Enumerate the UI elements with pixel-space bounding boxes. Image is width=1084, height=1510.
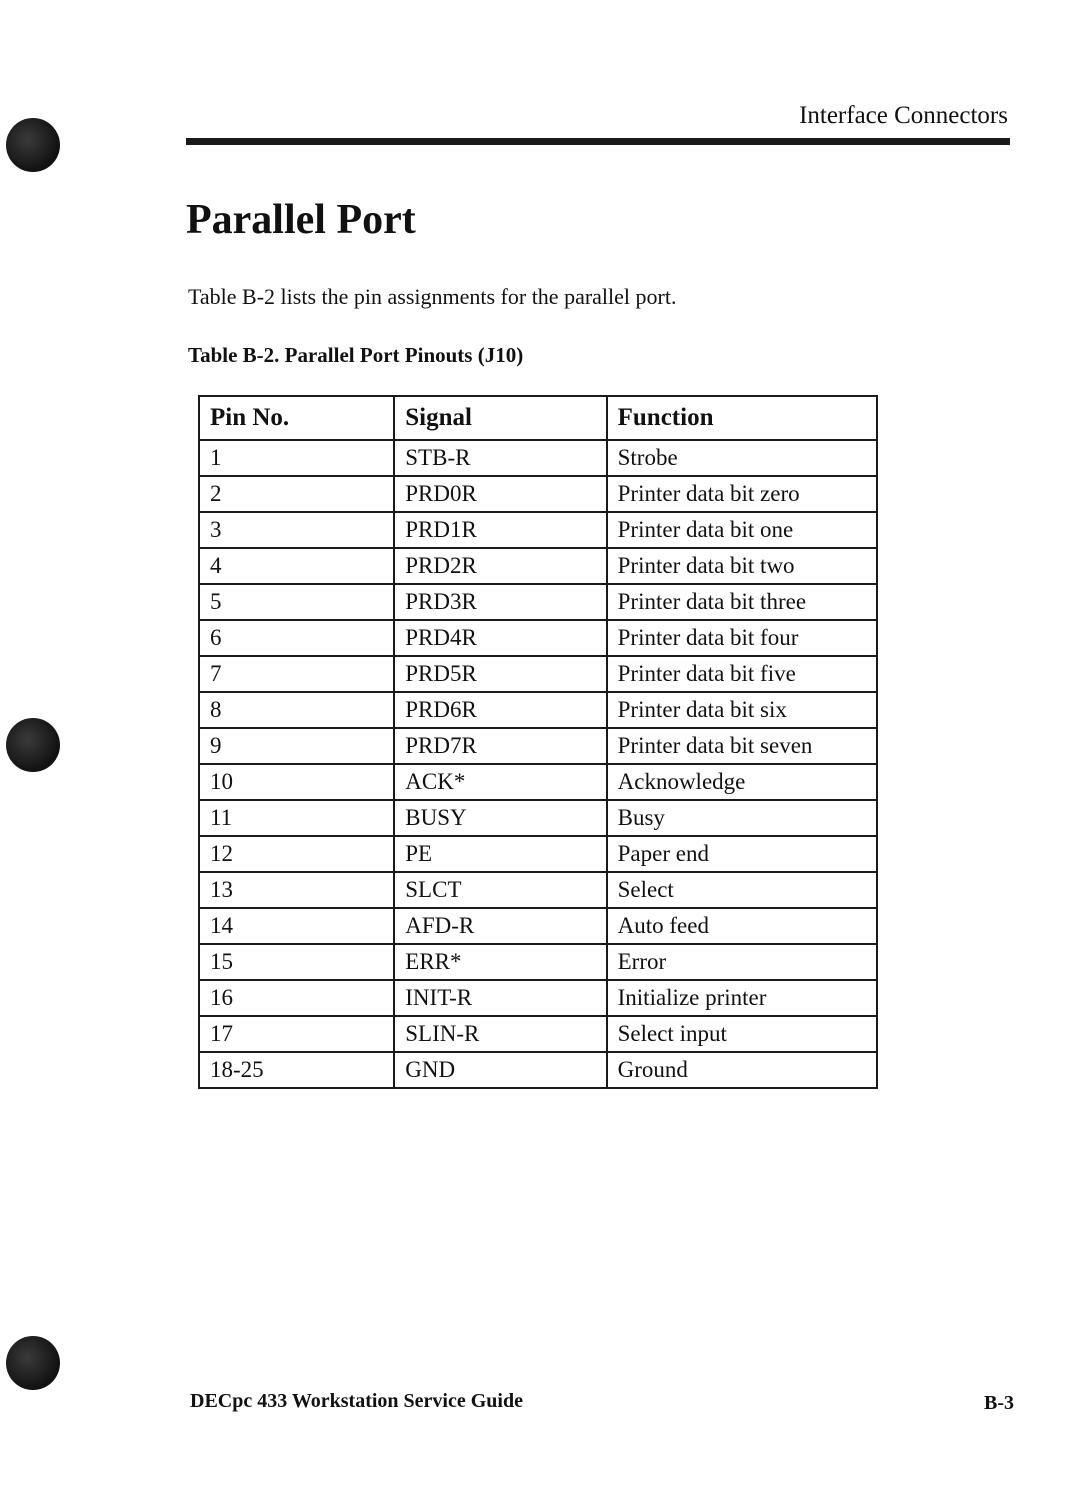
function-cell: Auto feed: [607, 908, 877, 944]
function-cell: Printer data bit zero: [607, 476, 877, 512]
table-row: [199, 944, 877, 980]
table-row: [199, 692, 877, 728]
pin-cell: 12: [199, 836, 394, 872]
signal-cell: SLIN-R: [394, 1016, 606, 1052]
function-cell: Printer data bit one: [607, 512, 877, 548]
page-title: Parallel Port: [186, 197, 416, 243]
signal-cell: PRD3R: [394, 584, 606, 620]
table-row: [199, 476, 877, 512]
table-row: [199, 836, 877, 872]
pin-cell: 16: [199, 980, 394, 1016]
binder-hole-bottom: [6, 1336, 60, 1390]
signal-cell: PRD7R: [394, 728, 606, 764]
pin-cell: 15: [199, 944, 394, 980]
signal-cell: PRD2R: [394, 548, 606, 584]
table-row: [199, 728, 877, 764]
signal-cell: PE: [394, 836, 606, 872]
table-row: [199, 440, 877, 476]
table-caption: Table B-2. Parallel Port Pinouts (J10): [188, 343, 524, 367]
pin-cell: 4: [199, 548, 394, 584]
signal-cell: PRD0R: [394, 476, 606, 512]
table-row: [199, 1016, 877, 1052]
function-cell: Printer data bit four: [607, 620, 877, 656]
pin-cell: 5: [199, 584, 394, 620]
function-cell: Strobe: [607, 440, 877, 476]
signal-cell: PRD1R: [394, 512, 606, 548]
table-row: [199, 656, 877, 692]
running-header: Interface Connectors: [799, 102, 1008, 129]
function-cell: Busy: [607, 800, 877, 836]
function-cell: Printer data bit five: [607, 656, 877, 692]
table-row: [199, 1052, 877, 1088]
table-row: [199, 548, 877, 584]
footer-guide-title: DECpc 433 Workstation Service Guide: [190, 1390, 523, 1412]
pin-cell: 18-25: [199, 1052, 394, 1088]
header-function: Function: [607, 396, 877, 440]
function-cell: Acknowledge: [607, 764, 877, 800]
table-header-row: [199, 396, 877, 440]
signal-cell: ERR*: [394, 944, 606, 980]
pin-cell: 11: [199, 800, 394, 836]
signal-cell: INIT-R: [394, 980, 606, 1016]
pin-cell: 8: [199, 692, 394, 728]
signal-cell: PRD5R: [394, 656, 606, 692]
function-cell: Select input: [607, 1016, 877, 1052]
table-row: [199, 764, 877, 800]
table-row: [199, 908, 877, 944]
pin-cell: 7: [199, 656, 394, 692]
signal-cell: ACK*: [394, 764, 606, 800]
function-cell: Select: [607, 872, 877, 908]
pin-cell: 10: [199, 764, 394, 800]
pin-cell: 6: [199, 620, 394, 656]
pin-cell: 14: [199, 908, 394, 944]
signal-cell: PRD4R: [394, 620, 606, 656]
binder-hole-top: [6, 118, 60, 172]
function-cell: Initialize printer: [607, 980, 877, 1016]
table-row: [199, 512, 877, 548]
pinout-table: [198, 395, 878, 1089]
table-row: [199, 980, 877, 1016]
pin-cell: 2: [199, 476, 394, 512]
header-pin-no: Pin No.: [199, 396, 394, 440]
binder-hole-middle: [6, 718, 60, 772]
table-row: [199, 800, 877, 836]
function-cell: Printer data bit six: [607, 692, 877, 728]
table-row: [199, 584, 877, 620]
signal-cell: STB-R: [394, 440, 606, 476]
function-cell: Printer data bit three: [607, 584, 877, 620]
function-cell: Printer data bit two: [607, 548, 877, 584]
pin-cell: 9: [199, 728, 394, 764]
table-row: [199, 872, 877, 908]
function-cell: Paper end: [607, 836, 877, 872]
signal-cell: SLCT: [394, 872, 606, 908]
function-cell: Printer data bit seven: [607, 728, 877, 764]
signal-cell: BUSY: [394, 800, 606, 836]
header-rule: [186, 138, 1010, 145]
footer-page-number: B-3: [984, 1392, 1014, 1414]
function-cell: Ground: [607, 1052, 877, 1088]
signal-cell: AFD-R: [394, 908, 606, 944]
pin-cell: 13: [199, 872, 394, 908]
header-signal: Signal: [394, 396, 606, 440]
pin-cell: 17: [199, 1016, 394, 1052]
pin-cell: 3: [199, 512, 394, 548]
signal-cell: GND: [394, 1052, 606, 1088]
function-cell: Error: [607, 944, 877, 980]
intro-paragraph: Table B-2 lists the pin assignments for the parallel port.: [188, 284, 677, 309]
signal-cell: PRD6R: [394, 692, 606, 728]
table-row: [199, 620, 877, 656]
pin-cell: 1: [199, 440, 394, 476]
